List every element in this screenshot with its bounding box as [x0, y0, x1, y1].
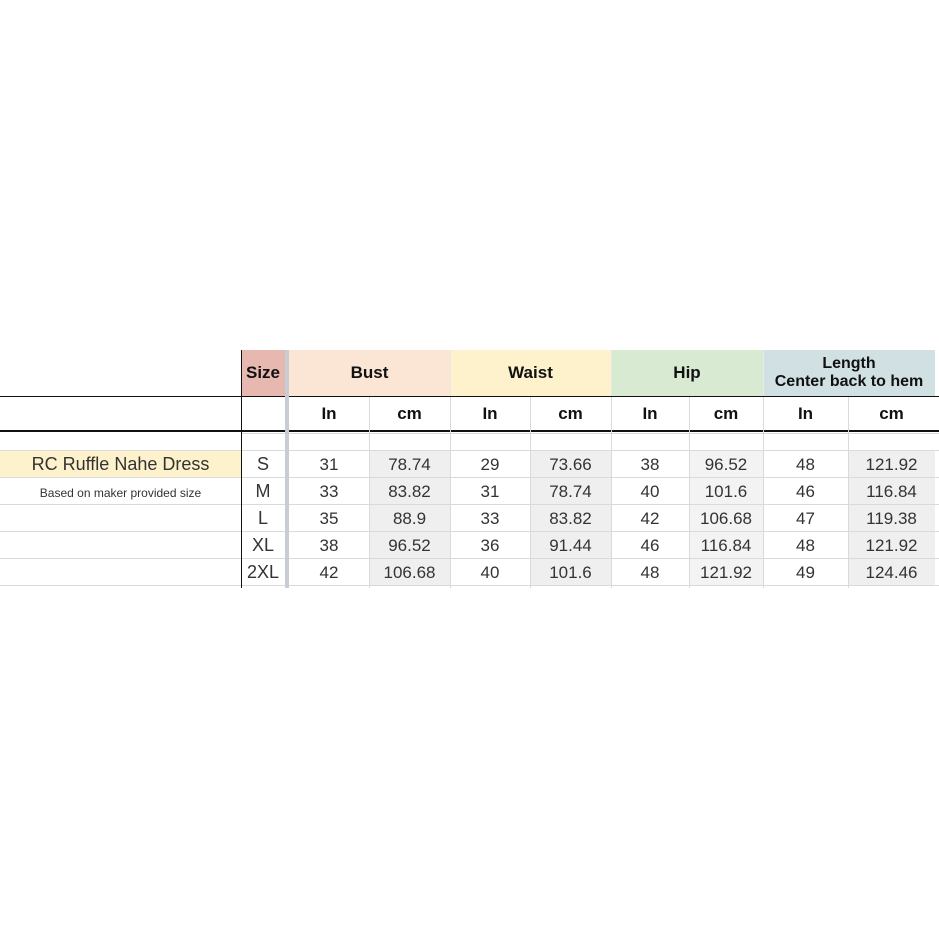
- table-cell-bust-cm: 88.9: [369, 505, 450, 532]
- table-cell-hip-cm: 101.6: [689, 478, 763, 505]
- table-cell-bust-in: 42: [319, 562, 339, 582]
- length-header-subtitle: Center back to hem: [774, 373, 924, 390]
- table-cell-waist-cm: 83.82: [530, 505, 611, 532]
- table-cell-waist-in: 36: [480, 535, 500, 555]
- table-cell-len-cm: 116.84: [848, 478, 935, 505]
- row-divider: [0, 477, 939, 478]
- table-cell-len-in: 48: [796, 535, 815, 555]
- size-col-divider: [241, 350, 242, 588]
- table-cell-len-in: 48: [796, 454, 815, 474]
- group-divider: [611, 350, 612, 396]
- table-cell-len-in: 47: [796, 508, 815, 528]
- table-cell-bust-in: 33: [319, 481, 339, 501]
- unit-waist-in: In: [482, 403, 498, 423]
- table-cell-hip-cm: 121.92: [689, 559, 763, 586]
- size-label: M: [255, 481, 271, 502]
- group-divider: [763, 350, 764, 396]
- unit-hip-cm: cm: [713, 403, 739, 423]
- unit-bust-cm: cm: [397, 403, 422, 423]
- table-cell-hip-cm: 96.52: [689, 451, 763, 478]
- table-cell-waist-cm: 78.74: [530, 478, 611, 505]
- product-note: Based on maker provided size: [39, 486, 202, 501]
- table-cell-bust-cm: 83.82: [369, 478, 450, 505]
- size-label: S: [256, 454, 269, 475]
- table-cell-hip-in: 42: [640, 508, 660, 528]
- col-divider: [530, 397, 531, 588]
- col-divider: [848, 397, 849, 588]
- table-cell-waist-in: 31: [480, 481, 500, 501]
- table-cell-bust-cm: 96.52: [369, 532, 450, 559]
- row-divider: [0, 504, 939, 505]
- table-cell-len-in: 49: [796, 562, 815, 582]
- table-cell-waist-cm: 91.44: [530, 532, 611, 559]
- header-divider: [0, 396, 939, 397]
- col-divider: [450, 397, 451, 588]
- length-header: [763, 350, 935, 396]
- length-header-title: Length: [822, 354, 876, 372]
- frozen-divider: [285, 350, 289, 588]
- col-divider: [369, 397, 370, 588]
- table-cell-bust-in: 38: [319, 535, 339, 555]
- table-cell-hip-in: 40: [640, 481, 660, 501]
- table-cell-waist-in: 33: [480, 508, 500, 528]
- size-label: L: [257, 508, 268, 529]
- hip-header: Hip: [611, 350, 763, 396]
- row-divider: [0, 558, 939, 559]
- table-cell-hip-cm: 116.84: [689, 532, 763, 559]
- table-cell-waist-in: 29: [480, 454, 500, 474]
- table-cell-bust-in: 31: [319, 454, 339, 474]
- col-divider: [611, 397, 612, 588]
- size-label: 2XL: [246, 562, 280, 583]
- table-cell-waist-in: 40: [480, 562, 500, 582]
- bust-header: Bust: [289, 350, 450, 396]
- table-cell-bust-cm: 78.74: [369, 451, 450, 478]
- unit-hip-in: In: [642, 403, 658, 423]
- table-cell-len-cm: 121.92: [848, 451, 935, 478]
- size-header: Size: [241, 350, 285, 396]
- row-divider: [0, 531, 939, 532]
- table-cell-waist-cm: 73.66: [530, 451, 611, 478]
- group-divider: [450, 350, 451, 396]
- unit-bust-in: In: [321, 403, 337, 423]
- table-cell-bust-in: 35: [319, 508, 339, 528]
- col-divider: [763, 397, 764, 588]
- product-name: RC Ruffle Nahe Dress: [0, 451, 241, 477]
- table-cell-hip-cm: 106.68: [689, 505, 763, 532]
- unit-waist-cm: cm: [558, 403, 583, 423]
- col-divider: [689, 397, 690, 588]
- waist-header: Waist: [450, 350, 611, 396]
- table-cell-len-cm: 119.38: [848, 505, 935, 532]
- row-divider: [241, 433, 939, 434]
- table-cell-waist-cm: 101.6: [530, 559, 611, 586]
- table-cell-len-cm: 124.46: [848, 559, 935, 586]
- table-cell-len-in: 46: [796, 481, 815, 501]
- table-cell-bust-cm: 106.68: [369, 559, 450, 586]
- size-label: XL: [251, 535, 275, 556]
- table-cell-len-cm: 121.92: [848, 532, 935, 559]
- table-cell-hip-in: 38: [640, 454, 660, 474]
- row-divider: [0, 450, 939, 451]
- units-divider: [0, 430, 939, 432]
- unit-len-in: In: [797, 403, 814, 423]
- row-divider: [0, 585, 939, 586]
- table-cell-hip-in: 46: [640, 535, 660, 555]
- table-cell-hip-in: 48: [640, 562, 660, 582]
- unit-len-cm: cm: [879, 403, 904, 423]
